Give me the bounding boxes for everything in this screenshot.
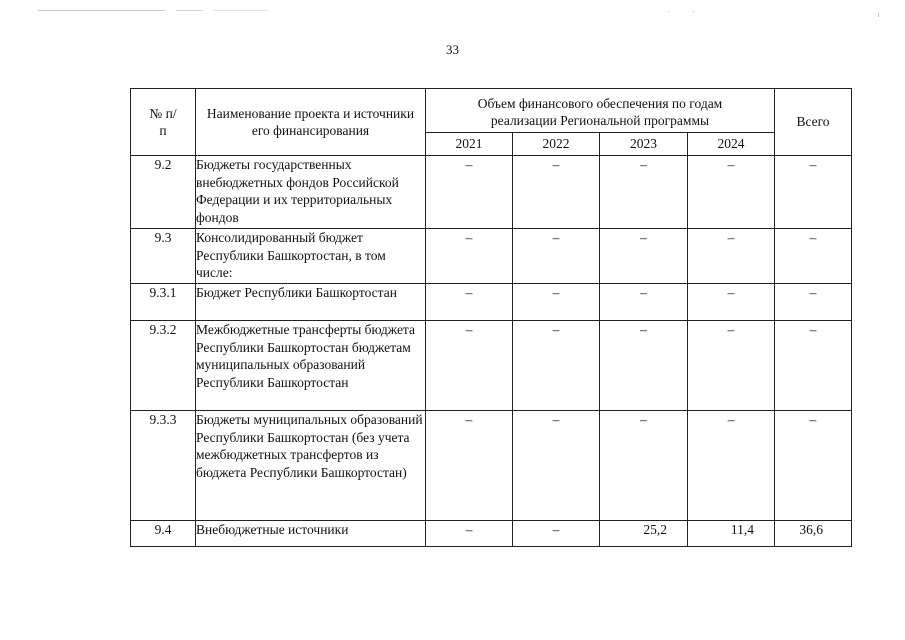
header-group (426, 89, 775, 133)
table-row (131, 321, 852, 411)
header-row-1 (131, 89, 852, 133)
scan-artifact-line (38, 10, 268, 11)
row-number: 9.3 (131, 229, 196, 284)
header-year-2023: 2023 (600, 133, 688, 156)
header-name-label: Наименование проекта и источники его финансирования (206, 105, 415, 138)
row-value-2024: – (688, 321, 775, 411)
row-value-2024: – (688, 229, 775, 284)
row-value-2021: – (426, 229, 513, 284)
row-name: Внебюджетные источники (196, 521, 426, 547)
row-value-2021: – (426, 321, 513, 411)
scan-artifact-dot (693, 11, 694, 12)
row-value-2021: – (426, 156, 513, 229)
row-value-2021: – (426, 521, 513, 547)
row-value-2023: 25,2 (600, 521, 688, 547)
header-name (196, 89, 426, 156)
row-value-total: – (775, 229, 852, 284)
table-row (131, 229, 852, 284)
row-value-2023: – (600, 411, 688, 521)
row-value-2024: – (688, 284, 775, 321)
scan-artifact-dot (668, 11, 669, 12)
row-value-2021: – (426, 411, 513, 521)
row-value-total: 36,6 (775, 521, 852, 547)
row-value-2022: – (513, 156, 600, 229)
row-value-2024: 11,4 (688, 521, 775, 547)
header-year-2022: 2022 (513, 133, 600, 156)
table-row (131, 411, 852, 521)
row-value-2024: – (688, 411, 775, 521)
row-value-total: – (775, 156, 852, 229)
row-value-2021: – (426, 284, 513, 321)
row-value-2022: – (513, 411, 600, 521)
row-number: 9.4 (131, 521, 196, 547)
row-name: Бюджет Республики Башкортостан (196, 284, 426, 321)
row-number: 9.3.3 (131, 411, 196, 521)
row-value-2022: – (513, 321, 600, 411)
header-group-label: Объем финансового обеспечения по годам реализации Региональной программы (477, 95, 723, 128)
scan-artifact-dot (878, 13, 879, 17)
row-value-2022: – (513, 284, 600, 321)
row-value-total: – (775, 321, 852, 411)
row-name: Бюджеты государственных внебюджетных фондов Российской Федерации и их территориальных фондов (196, 156, 426, 229)
row-name: Консолидированный бюджет Республики Башкортостан, в том числе: (196, 229, 426, 284)
row-name: Бюджеты муниципальных образований Республики Башкортостан (без учета межбюджетных трансфертов из бюджета Республики Башкортостан) (196, 411, 426, 521)
row-value-total: – (775, 411, 852, 521)
row-value-2023: – (600, 321, 688, 411)
header-year-2024: 2024 (688, 133, 775, 156)
header-num (131, 89, 196, 156)
header-total: Всего (775, 89, 852, 156)
row-number: 9.3.2 (131, 321, 196, 411)
row-name: Межбюджетные трансферты бюджета Республики Башкортостан бюджетам муниципальных образований Республики Башкортостан (196, 321, 426, 411)
row-value-2022: – (513, 521, 600, 547)
row-number: 9.3.1 (131, 284, 196, 321)
header-num-label: № п/п (149, 105, 177, 138)
row-value-2024: – (688, 156, 775, 229)
row-value-2023: – (600, 229, 688, 284)
table-row (131, 156, 852, 229)
page-number: 33 (446, 42, 459, 57)
header-year-2021: 2021 (426, 133, 513, 156)
table-row (131, 284, 852, 321)
row-value-2023: – (600, 156, 688, 229)
financing-table (130, 88, 852, 547)
row-value-2023: – (600, 284, 688, 321)
row-value-2022: – (513, 229, 600, 284)
row-value-total: – (775, 284, 852, 321)
table-row (131, 521, 852, 547)
row-number: 9.2 (131, 156, 196, 229)
